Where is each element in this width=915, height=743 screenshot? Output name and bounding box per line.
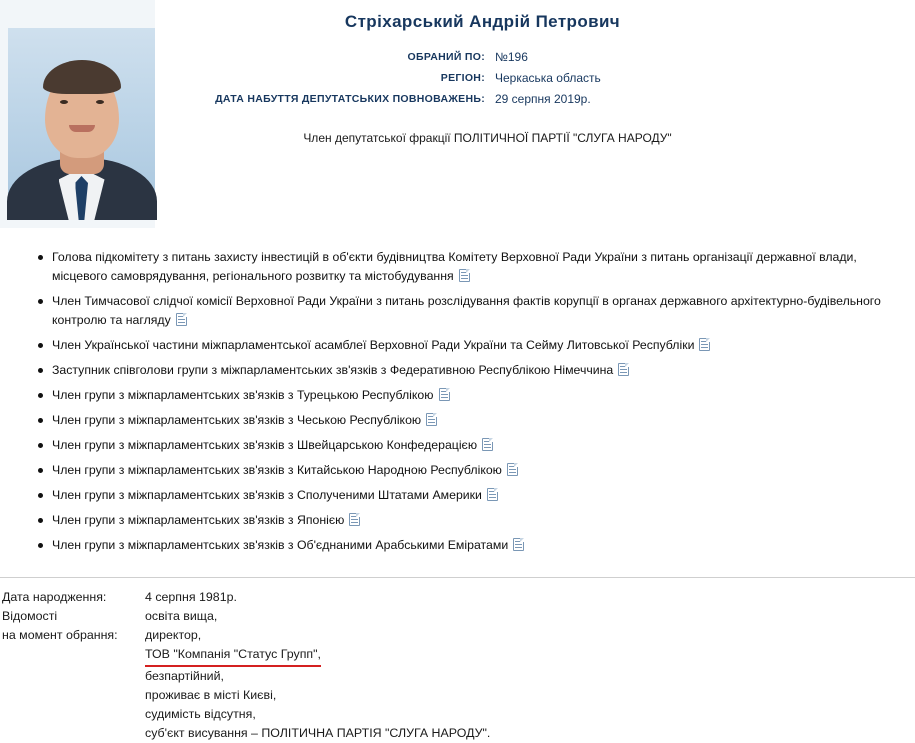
portrait-photo <box>8 28 155 220</box>
document-icon[interactable] <box>513 538 524 551</box>
document-icon[interactable] <box>618 363 629 376</box>
bio-value-company: ТОВ "Компанія "Статус Групп", <box>145 645 321 667</box>
duty-text: Член групи з міжпарламентських зв'язків з Об'єднаними Арабськими Еміратами <box>52 538 509 552</box>
document-icon[interactable] <box>507 463 518 476</box>
portrait-hair <box>43 60 121 94</box>
document-icon[interactable] <box>426 413 437 426</box>
meta-row-mandate-date <box>155 90 915 109</box>
meta-label-district: ОБРАНИЙ ПО: <box>407 51 485 63</box>
bio-value-residence: проживає в місті Києві, <box>145 688 277 702</box>
meta-row-district <box>155 48 915 67</box>
faction-text: Член депутатської фракції ПОЛІТИЧНОЇ ПАРТІЇ "СЛУГА НАРОДУ" <box>303 131 672 145</box>
duty-text: Член групи з міжпарламентських зв'язків з Китайською Народною Республікою <box>52 463 502 477</box>
bio-value-birth-date: 4 серпня 1981р. <box>145 590 237 604</box>
duty-text: Член групи з міжпарламентських зв'язків з Сполученими Штатами Америки <box>52 488 482 502</box>
list-item <box>38 411 901 430</box>
meta-value-district: №196 <box>495 50 528 64</box>
duty-text: Член групи з міжпарламентських зв'язків з Турецькою Республікою <box>52 388 434 402</box>
profile-header <box>0 0 915 228</box>
header-text-block <box>155 0 915 145</box>
meta-label-mandate-date: ДАТА НАБУТТЯ ДЕПУТАТСЬКИХ ПОВНОВАЖЕНЬ: <box>215 93 485 105</box>
portrait-mouth <box>69 125 95 132</box>
bio-values <box>145 588 915 743</box>
portrait-photo-container <box>0 0 155 228</box>
document-icon[interactable] <box>699 338 710 351</box>
bio-label-info: Відомості <box>2 609 58 623</box>
document-icon[interactable] <box>487 488 498 501</box>
duty-text: Член Тимчасової слідчої комісії Верховної Ради України з питань розслідування фактів корупції в органах державного архітектурно-будівельного контролю та нагляду <box>52 294 881 327</box>
duty-text: Заступник співголови групи з міжпарламентських зв'язків з Федеративною Республікою Німеччина <box>52 363 614 377</box>
list-item <box>38 292 901 330</box>
divider <box>0 577 915 578</box>
list-item <box>38 461 901 480</box>
bio-block <box>0 588 915 743</box>
duty-text: Член Української частини міжпарламентської асамблеї Верховної Ради України та Сейму Литовської Республіки <box>52 338 695 352</box>
duty-text: Член групи з міжпарламентських зв'язків з Швейцарською Конфедерацією <box>52 438 478 452</box>
meta-value-mandate-date: 29 серпня 2019р. <box>495 92 591 106</box>
duty-text: Член групи з міжпарламентських зв'язків з Японією <box>52 513 345 527</box>
document-icon[interactable] <box>349 513 360 526</box>
list-item <box>38 486 901 505</box>
duty-text: Член групи з міжпарламентських зв'язків з Чеською Республікою <box>52 413 422 427</box>
document-icon[interactable] <box>459 269 470 282</box>
list-item <box>38 248 901 286</box>
bio-value-company-row <box>145 645 915 667</box>
portrait-eye-left <box>60 100 68 104</box>
bio-value-nominator: суб'єкт висування – ПОЛІТИЧНА ПАРТІЯ "СЛУГА НАРОДУ". <box>145 726 491 740</box>
list-item <box>38 361 901 380</box>
bio-label-birth-date: Дата народження: <box>2 590 107 604</box>
document-icon[interactable] <box>439 388 450 401</box>
bio-value-party-membership: безпартійний, <box>145 669 224 683</box>
list-item <box>38 536 901 555</box>
duty-text: Голова підкомітету з питань захисту інвестицій в об'єкти будівництва Комітету Верховної Ради України з питань організації державної влади, місцевого самоврядування, регіонального розвитку та містобудування <box>52 250 857 283</box>
page-title: Стріхарський Андрій Петрович <box>344 12 621 31</box>
bio-value-conviction: судимість відсутня, <box>145 707 256 721</box>
list-item <box>38 336 901 355</box>
document-icon[interactable] <box>176 313 187 326</box>
bio-value-position: директор, <box>145 628 202 642</box>
duties-list-block <box>0 240 915 571</box>
duties-list <box>24 248 901 555</box>
list-item <box>38 436 901 455</box>
bio-labels <box>2 588 145 743</box>
document-icon[interactable] <box>482 438 493 451</box>
meta-label-region: РЕГІОН: <box>440 72 485 84</box>
meta-value-region: Черкаська область <box>495 71 601 85</box>
portrait-eye-right <box>96 100 104 104</box>
bio-value-education: освіта вища, <box>145 609 218 623</box>
list-item <box>38 511 901 530</box>
bio-label-at-election: на момент обрання: <box>2 628 118 642</box>
meta-row-region <box>155 69 915 88</box>
list-item <box>38 386 901 405</box>
